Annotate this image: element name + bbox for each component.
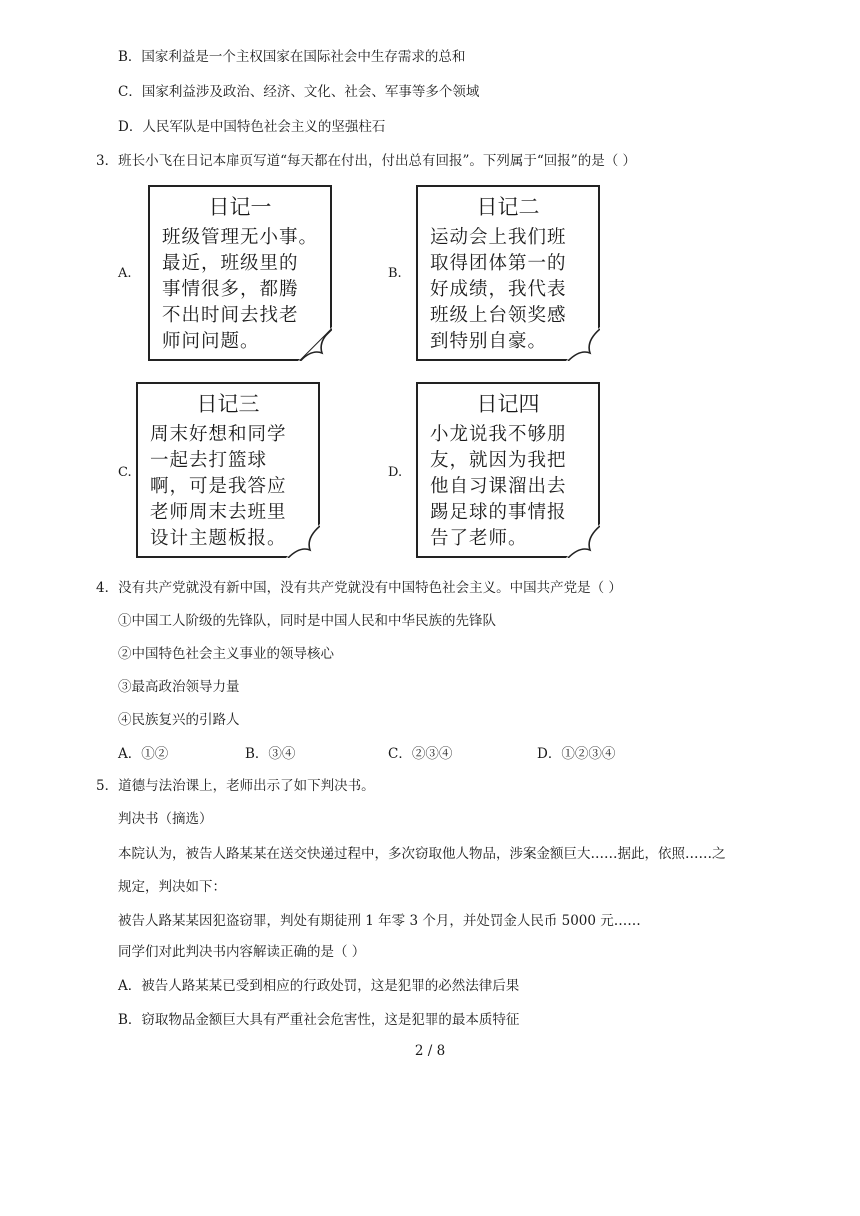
q4-option-c: C．②③④ (388, 746, 453, 762)
q5-option-b: B．窃取物品金额巨大具有严重社会危害性，这是犯罪的最本质特征 (118, 1012, 520, 1028)
q4-item-1: ①中国工人阶级的先锋队，同时是中国人民和中华民族的先锋队 (118, 613, 496, 629)
q3-card-d-body: 小龙说我不够朋 友，就因为我把 他自习课溜出去 踢足球的事情报 告了老师。 (430, 424, 567, 549)
q3-card-b-body: 运动会上我们班 取得团体第一的 好成绩，我代表 班级上台领奖感 到特别自豪。 (430, 227, 567, 352)
q2-option-b: B．国家利益是一个主权国家在国际社会中生存需求的总和 (118, 49, 466, 65)
q5-paragraph-1-cont: 规定，判决如下： (118, 879, 226, 895)
q4-item-3: ③最高政治领导力量 (118, 679, 240, 695)
page-curl-icon (286, 524, 320, 558)
page-curl-icon (298, 327, 332, 361)
q3-card-b-letter: B. (388, 266, 402, 281)
page-curl-icon (566, 327, 600, 361)
q2-option-c: C．国家利益涉及政治、经济、文化、社会、军事等多个领域 (118, 84, 480, 100)
q2-option-d: D．人民军队是中国特色社会主义的坚强柱石 (118, 119, 386, 135)
q5-option-a: A．被告人路某某已受到相应的行政处罚，这是犯罪的必然法律后果 (118, 978, 520, 994)
q3-card-c-body: 周末好想和同学 一起去打篮球 啊，可是我答应 老师周末去班里 设计主题板报。 (150, 424, 287, 549)
q3-card-d-letter: D. (388, 465, 403, 480)
q3-diary-card-c (136, 382, 320, 558)
q5-document-title: 判决书（摘选） (118, 811, 213, 827)
q3-card-a-letter: A. (118, 266, 132, 281)
q5-paragraph-2: 被告人路某某因犯盗窃罪，判处有期徒刑 1 年零 3 个月，并处罚金人民币 5000 元…… (118, 913, 641, 929)
page-number: 2 / 8 (414, 1043, 446, 1059)
q5-stem: 5．道德与法治课上，老师出示了如下判决书。 (96, 778, 375, 794)
q3-card-c-letter: C. (118, 465, 132, 480)
q3-diary-card-d (416, 382, 600, 558)
q4-item-4: ④民族复兴的引路人 (118, 712, 240, 728)
q4-item-2: ②中国特色社会主义事业的领导核心 (118, 646, 334, 662)
q4-option-b: B．③④ (245, 746, 296, 762)
q3-stem: 3．班长小飞在日记本扉页写道“每天都在付出，付出总有回报”。下列属于“回报”的是（ ） (96, 153, 636, 169)
q3-diary-card-b (416, 185, 600, 361)
q4-option-d: D．①②③④ (537, 746, 616, 762)
q3-card-a-title: 日记一 (208, 195, 272, 219)
q3-card-b-title: 日记二 (476, 195, 540, 219)
q4-stem: 4．没有共产党就没有新中国，没有共产党就没有中国特色社会主义。中国共产党是（ ） (96, 580, 622, 596)
q5-question: 同学们对此判决书内容解读正确的是（ ） (118, 944, 366, 960)
q3-card-a-body: 班级管理无小事。 最近，班级里的 事情很多，都腾 不出时间去找老 师问问题。 (162, 227, 319, 352)
page-curl-icon (566, 524, 600, 558)
q3-diary-card-a (148, 185, 332, 361)
q3-card-c-title: 日记三 (196, 392, 260, 416)
q3-card-d-title: 日记四 (476, 392, 540, 416)
q4-option-a: A．①② (118, 746, 169, 762)
q5-paragraph-1: 本院认为，被告人路某某在送交快递过程中，多次窃取他人物品，涉案金额巨大……据此，依照……之 (118, 846, 726, 862)
